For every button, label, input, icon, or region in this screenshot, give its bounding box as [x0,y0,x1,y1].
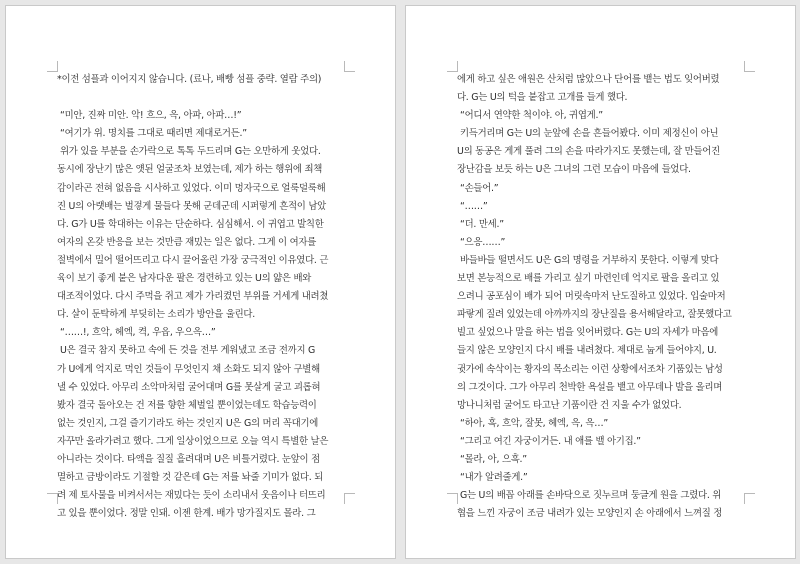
text-line: G는 U의 배꼽 아래를 손바닥으로 짓누르며 둥글게 원을 그렸다. 위 [460,490,722,502]
text-line: 진 U의 아랫배는 벌겋게 물들다 못해 군데군데 시퍼렇게 흔적이 남았 [57,200,326,212]
text-line: 멸하고 금방이라도 기절할 것 같은데 G는 저를 놔줄 기미가 없다. 되 [57,472,324,484]
text-line: 으려니 공포심이 배가 되어 머릿속마저 난도질하고 있었다. 입술마저 [457,291,726,303]
text-line [57,89,347,107]
text-line: 바들바들 떨면서도 U은 G의 명령을 거부하지 못한다. 이렇게 맞다 [460,254,719,266]
text-line: 감이라곤 전혀 없음을 시사하고 있었다. 이미 멍자국으로 얼룩덜룩해 [57,182,326,194]
text-line: 귓가에 속삭이는 황자의 목소리는 이런 상황에서조차 기품있는 남성 [457,363,723,375]
text-line: “내가 알려줄게.” [460,472,528,484]
text-line: 자꾸만 올라가려고 했다. 그게 일상이었으므로 오늘 역시 특별한 날은 [57,435,329,447]
text-line: “그리고 여긴 자궁이거든. 내 애를 밸 아기집.” [460,435,641,447]
text-line: “여기가 위. 명치를 그대로 때리면 제대로거든.” [60,128,247,140]
text-line: 망나니처럼 굴어도 타고난 기품이란 건 지울 수가 없었다. [457,399,682,411]
text-line: 장난감을 보듯 하는 U은 그녀의 그런 모습이 마음에 들었다. [457,164,691,176]
document-page-right [406,6,795,558]
text-line: 가 U에게 억지로 먹인 것들이 무엇인지 채 소화도 되지 않아 구별해 [57,363,320,375]
text-line: 다. G는 U의 턱을 붙잡고 고개를 들게 했다. [457,92,628,104]
text-line: 고 있을 뿐이었다. 정말 인돼. 이젠 한계. 배가 망가질지도 몰라. 그 [57,508,316,520]
text-line: “더. 만세.” [460,218,504,230]
text-line: 협을 느낀 자궁이 조금 내려가 있는 모양인지 손 아래에서 느껴질 정 [457,508,723,520]
text-line: “몰라, 아, 으흑.” [460,453,527,465]
text-line: “……” [460,200,488,212]
text-line: 빌고 싶었으나 말을 하는 법을 잊어버렸다. G는 U의 자세가 마음에 [457,327,719,339]
text-line: “하아, 흑, 흐악, 잘못, 헤엑, 윽, 윽…” [460,417,608,429]
text-line: 없는 것인지, 그걸 즐기기라도 하는 것인지 U은 G의 머리 꼭대기에 [57,417,319,429]
text-line: 다. G가 U를 학대하는 이유는 단순하다. 심심해서. 이 귀엽고 발칙한 [57,218,324,230]
text-line: “……!, 흐악, 헤엑, 켝, 우읍, 우으윽…” [60,327,216,339]
text-line: 키득거리며 G는 U의 눈앞에 손을 흔들어봤다. 이미 제정신이 아닌 [460,128,719,140]
page-text-right [457,71,747,523]
text-line: 동시에 장난기 많은 얫된 얼굴조차 보였는데, 제가 하는 행위에 죄책 [57,164,323,176]
text-line: 위가 있을 부분을 손가락으로 톡톡 두드리며 G는 오만하게 웃었다. [60,146,321,158]
text-line: “으응……” [460,236,506,248]
text-line: 에게 하고 싶은 애원은 산처럼 많았으나 단어를 뱉는 법도 잊어버렸 [457,74,720,85]
text-line: “어디서 연약한 척이야. 아, 귀엽게.” [460,110,603,122]
text-line: 려 제 토사물을 비켜서서는 재밌다는 듯이 소리내서 웃음이나 터뜨리 [57,490,326,502]
text-line: U의 동공은 게게 풀려 그의 손을 따라가지도 못했는데, 잘 만들어진 [457,146,720,158]
text-line: U은 결국 참지 못하고 속에 든 것을 전부 게워냈고 조금 전까지 G [60,345,316,357]
text-line: 대조적이었다. 다시 주먹을 쥐고 제가 가리켰던 부위를 거세게 내려쳤 [57,291,329,303]
page-text-left [57,71,347,523]
document-page-left [6,6,395,558]
text-line: 들지 않은 모양인지 다시 배를 내려쳤다. 제대로 눕게 들어야지, U. [457,345,717,357]
text-line: 다. 살이 둔탁하게 부딪히는 소리가 방안을 울린다. [57,309,255,321]
text-line: *이전 섬플과 이어지지 않습니다. (료나, 배빵 섬플 중략. 열람 주의) [57,74,322,85]
text-line: 여자의 온갖 반응을 보는 것만큼 재밌는 일은 없다. 그게 이 여자를 [57,236,316,248]
text-line: 봤자 결국 돌아오는 건 저를 향한 체벌일 뿐이었는데도 학습능력이 [57,399,317,411]
text-line: “손들어.” [460,182,499,194]
text-line: 절벽에서 밀어 떨어뜨리고 다시 끌어올린 가장 궁극적인 이유였다. 근 [57,254,329,266]
text-line: 육이 보기 좋게 붙은 남자다운 팔은 경련하고 있는 U의 얇은 배와 [57,273,312,285]
text-line: 보면 본능적으로 배를 가리고 싶기 마련인데 억지로 팔을 올리고 있 [457,273,720,285]
text-line: 낼 수 있었다. 아무리 소악마처럼 굴어대며 G를 못살게 굴고 괴롭혀 [57,381,321,393]
text-line: 아니라는 것이다. 타액을 질질 흘려대며 U은 비틀거렸다. 눈앞이 점 [57,453,320,465]
text-line: 의 그것이다. 그가 아무리 천박한 욕설을 뱉고 아무데나 발을 올리며 [457,381,723,393]
text-line: “미안, 진짜 미안. 악! 흐으, 윽, 아파, 아파…!” [60,110,242,122]
text-line: 파랗게 질려 있었는데 아까까지의 장난질을 용서해달라고, 잘못했다고 [457,309,732,321]
